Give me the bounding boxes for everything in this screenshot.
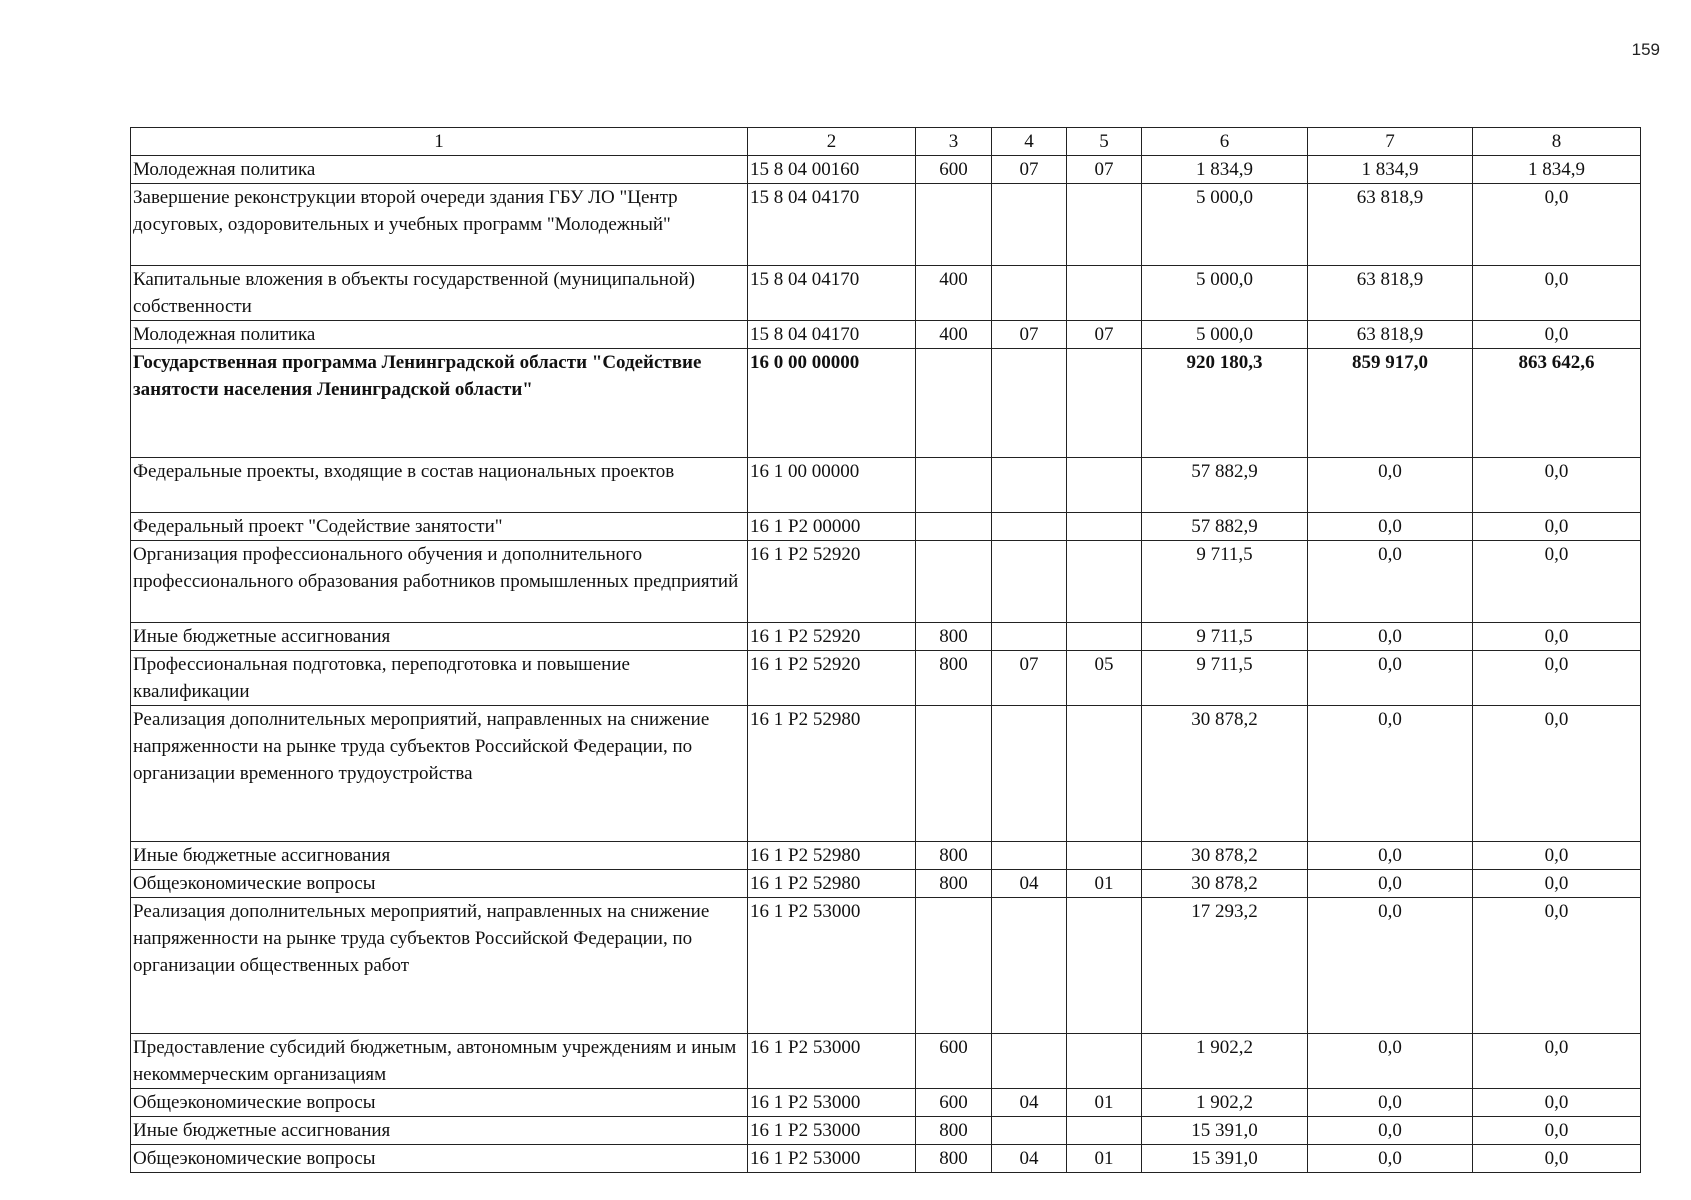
- table-row: [131, 706, 1641, 842]
- amount-col-8: 0,0: [1473, 513, 1641, 541]
- table-row: [131, 458, 1641, 513]
- amount-col-6: 5 000,0: [1142, 266, 1308, 321]
- subsection-code: [1067, 266, 1142, 321]
- amount-col-7: 0,0: [1308, 513, 1473, 541]
- header-cell: 4: [992, 128, 1067, 156]
- amount-col-7: 0,0: [1308, 706, 1473, 842]
- subsection-code: [1067, 842, 1142, 870]
- expense-type: [916, 458, 992, 513]
- subsection-code: 07: [1067, 321, 1142, 349]
- target-code: 16 1 P2 52920: [748, 623, 916, 651]
- expense-type: 600: [916, 156, 992, 184]
- target-code: 16 1 P2 53000: [748, 898, 916, 1034]
- expense-type: 800: [916, 1117, 992, 1145]
- subsection-code: 05: [1067, 651, 1142, 706]
- section-code: [992, 541, 1067, 623]
- amount-col-7: 859 917,0: [1308, 349, 1473, 458]
- item-name: Государственная программа Ленинградской области "Содействие занятости населения Ленинградской области": [131, 349, 748, 458]
- item-name: Иные бюджетные ассигнования: [131, 623, 748, 651]
- amount-col-6: 30 878,2: [1142, 842, 1308, 870]
- amount-col-7: 0,0: [1308, 651, 1473, 706]
- target-code: 16 1 P2 52980: [748, 706, 916, 842]
- header-cell: 6: [1142, 128, 1308, 156]
- amount-col-6: 1 902,2: [1142, 1034, 1308, 1089]
- amount-col-6: 1 902,2: [1142, 1089, 1308, 1117]
- amount-col-6: 30 878,2: [1142, 706, 1308, 842]
- subsection-code: 01: [1067, 870, 1142, 898]
- subsection-code: [1067, 458, 1142, 513]
- amount-col-8: 863 642,6: [1473, 349, 1641, 458]
- table-body: [131, 156, 1641, 1173]
- amount-col-6: 5 000,0: [1142, 321, 1308, 349]
- amount-col-8: 0,0: [1473, 870, 1641, 898]
- item-name: Федеральный проект "Содействие занятости": [131, 513, 748, 541]
- target-code: 16 1 P2 52920: [748, 541, 916, 623]
- amount-col-6: 17 293,2: [1142, 898, 1308, 1034]
- item-name: Иные бюджетные ассигнования: [131, 1117, 748, 1145]
- subsection-code: [1067, 1117, 1142, 1145]
- header-cell: 3: [916, 128, 992, 156]
- amount-col-6: 9 711,5: [1142, 651, 1308, 706]
- expense-type: [916, 541, 992, 623]
- header-cell: 7: [1308, 128, 1473, 156]
- section-code: [992, 898, 1067, 1034]
- amount-col-6: 1 834,9: [1142, 156, 1308, 184]
- table-row: [131, 541, 1641, 623]
- amount-col-6: 57 882,9: [1142, 513, 1308, 541]
- header-cell: 2: [748, 128, 916, 156]
- amount-col-8: 0,0: [1473, 706, 1641, 842]
- amount-col-8: 0,0: [1473, 266, 1641, 321]
- amount-col-7: 0,0: [1308, 541, 1473, 623]
- header-cell: 5: [1067, 128, 1142, 156]
- item-name: Предоставление субсидий бюджетным, автономным учреждениям и иным некоммерческим организациям: [131, 1034, 748, 1089]
- item-name: Реализация дополнительных мероприятий, направленных на снижение напряженности на рынке труда субъектов Российской Федерации, по организации общественных работ: [131, 898, 748, 1034]
- subsection-code: 07: [1067, 156, 1142, 184]
- target-code: 16 1 P2 52920: [748, 651, 916, 706]
- target-code: 15 8 04 00160: [748, 156, 916, 184]
- table-row: [131, 651, 1641, 706]
- amount-col-7: 0,0: [1308, 870, 1473, 898]
- amount-col-7: 0,0: [1308, 1034, 1473, 1089]
- header-cell: 8: [1473, 128, 1641, 156]
- expense-type: 800: [916, 842, 992, 870]
- budget-table: [130, 127, 1641, 1173]
- target-code: 16 1 00 00000: [748, 458, 916, 513]
- section-code: 04: [992, 870, 1067, 898]
- table-row: [131, 349, 1641, 458]
- table-row: [131, 156, 1641, 184]
- amount-col-8: 0,0: [1473, 1034, 1641, 1089]
- subsection-code: [1067, 623, 1142, 651]
- table-row: [131, 321, 1641, 349]
- section-code: [992, 266, 1067, 321]
- item-name: Общеэкономические вопросы: [131, 870, 748, 898]
- item-name: Общеэкономические вопросы: [131, 1089, 748, 1117]
- section-code: 04: [992, 1089, 1067, 1117]
- amount-col-6: 57 882,9: [1142, 458, 1308, 513]
- expense-type: 800: [916, 623, 992, 651]
- amount-col-7: 1 834,9: [1308, 156, 1473, 184]
- amount-col-6: 15 391,0: [1142, 1117, 1308, 1145]
- target-code: 16 1 P2 00000: [748, 513, 916, 541]
- amount-col-6: 9 711,5: [1142, 541, 1308, 623]
- amount-col-6: 5 000,0: [1142, 184, 1308, 266]
- target-code: 15 8 04 04170: [748, 184, 916, 266]
- amount-col-7: 63 818,9: [1308, 184, 1473, 266]
- amount-col-7: 0,0: [1308, 842, 1473, 870]
- section-code: [992, 706, 1067, 842]
- table-row: [131, 1117, 1641, 1145]
- amount-col-8: 0,0: [1473, 1089, 1641, 1117]
- item-name: Организация профессионального обучения и дополнительного профессионального образования работников промышленных предприятий: [131, 541, 748, 623]
- amount-col-7: 0,0: [1308, 1117, 1473, 1145]
- table-row: [131, 1089, 1641, 1117]
- amount-col-8: 0,0: [1473, 1117, 1641, 1145]
- subsection-code: [1067, 541, 1142, 623]
- amount-col-8: 0,0: [1473, 842, 1641, 870]
- expense-type: [916, 706, 992, 842]
- section-code: 07: [992, 651, 1067, 706]
- expense-type: 600: [916, 1034, 992, 1089]
- amount-col-7: 0,0: [1308, 458, 1473, 513]
- item-name: Реализация дополнительных мероприятий, направленных на снижение напряженности на рынке труда субъектов Российской Федерации, по организации временного трудоустройства: [131, 706, 748, 842]
- page-number: 159: [1631, 40, 1660, 59]
- target-code: 16 1 P2 53000: [748, 1145, 916, 1173]
- amount-col-8: 1 834,9: [1473, 156, 1641, 184]
- target-code: 16 0 00 00000: [748, 349, 916, 458]
- item-name: Федеральные проекты, входящие в состав национальных проектов: [131, 458, 748, 513]
- amount-col-8: 0,0: [1473, 184, 1641, 266]
- amount-col-7: 63 818,9: [1308, 321, 1473, 349]
- subsection-code: [1067, 513, 1142, 541]
- table-row: [131, 1034, 1641, 1089]
- table-row: [131, 1145, 1641, 1173]
- section-code: [992, 1034, 1067, 1089]
- amount-col-8: 0,0: [1473, 321, 1641, 349]
- target-code: 16 1 P2 53000: [748, 1117, 916, 1145]
- item-name: Общеэкономические вопросы: [131, 1145, 748, 1173]
- section-code: 07: [992, 321, 1067, 349]
- expense-type: [916, 513, 992, 541]
- section-code: [992, 349, 1067, 458]
- target-code: 16 1 P2 52980: [748, 870, 916, 898]
- expense-type: 400: [916, 266, 992, 321]
- section-code: [992, 842, 1067, 870]
- table-row: [131, 184, 1641, 266]
- section-code: [992, 458, 1067, 513]
- amount-col-6: 30 878,2: [1142, 870, 1308, 898]
- expense-type: 400: [916, 321, 992, 349]
- section-code: [992, 1117, 1067, 1145]
- table-row: [131, 513, 1641, 541]
- subsection-code: [1067, 706, 1142, 842]
- target-code: 16 1 P2 53000: [748, 1089, 916, 1117]
- subsection-code: [1067, 898, 1142, 1034]
- amount-col-8: 0,0: [1473, 541, 1641, 623]
- subsection-code: [1067, 349, 1142, 458]
- target-code: 16 1 P2 52980: [748, 842, 916, 870]
- table-row: [131, 266, 1641, 321]
- item-name: Завершение реконструкции второй очереди здания ГБУ ЛО "Центр досуговых, оздоровительных и учебных программ "Молодежный": [131, 184, 748, 266]
- amount-col-7: 0,0: [1308, 898, 1473, 1034]
- table-row: [131, 870, 1641, 898]
- amount-col-6: 920 180,3: [1142, 349, 1308, 458]
- section-code: [992, 623, 1067, 651]
- expense-type: 800: [916, 870, 992, 898]
- header-cell: 1: [131, 128, 748, 156]
- table-row: [131, 842, 1641, 870]
- target-code: 15 8 04 04170: [748, 321, 916, 349]
- amount-col-8: 0,0: [1473, 1145, 1641, 1173]
- amount-col-8: 0,0: [1473, 651, 1641, 706]
- expense-type: [916, 898, 992, 1034]
- item-name: Профессиональная подготовка, переподготовка и повышение квалификации: [131, 651, 748, 706]
- item-name: Иные бюджетные ассигнования: [131, 842, 748, 870]
- subsection-code: 01: [1067, 1089, 1142, 1117]
- amount-col-7: 0,0: [1308, 1089, 1473, 1117]
- amount-col-7: 0,0: [1308, 1145, 1473, 1173]
- expense-type: [916, 349, 992, 458]
- target-code: 16 1 P2 53000: [748, 1034, 916, 1089]
- amount-col-7: 0,0: [1308, 623, 1473, 651]
- subsection-code: [1067, 1034, 1142, 1089]
- expense-type: 600: [916, 1089, 992, 1117]
- expense-type: [916, 184, 992, 266]
- expense-type: 800: [916, 1145, 992, 1173]
- target-code: 15 8 04 04170: [748, 266, 916, 321]
- amount-col-8: 0,0: [1473, 458, 1641, 513]
- subsection-code: [1067, 184, 1142, 266]
- subsection-code: 01: [1067, 1145, 1142, 1173]
- header-row: [131, 128, 1641, 156]
- table-row: [131, 898, 1641, 1034]
- table-row: [131, 623, 1641, 651]
- item-name: Молодежная политика: [131, 321, 748, 349]
- expense-type: 800: [916, 651, 992, 706]
- section-code: 04: [992, 1145, 1067, 1173]
- section-code: [992, 513, 1067, 541]
- table-header: [131, 128, 1641, 156]
- amount-col-6: 15 391,0: [1142, 1145, 1308, 1173]
- amount-col-7: 63 818,9: [1308, 266, 1473, 321]
- item-name: Капитальные вложения в объекты государственной (муниципальной) собственности: [131, 266, 748, 321]
- section-code: 07: [992, 156, 1067, 184]
- amount-col-6: 9 711,5: [1142, 623, 1308, 651]
- amount-col-8: 0,0: [1473, 623, 1641, 651]
- section-code: [992, 184, 1067, 266]
- amount-col-8: 0,0: [1473, 898, 1641, 1034]
- item-name: Молодежная политика: [131, 156, 748, 184]
